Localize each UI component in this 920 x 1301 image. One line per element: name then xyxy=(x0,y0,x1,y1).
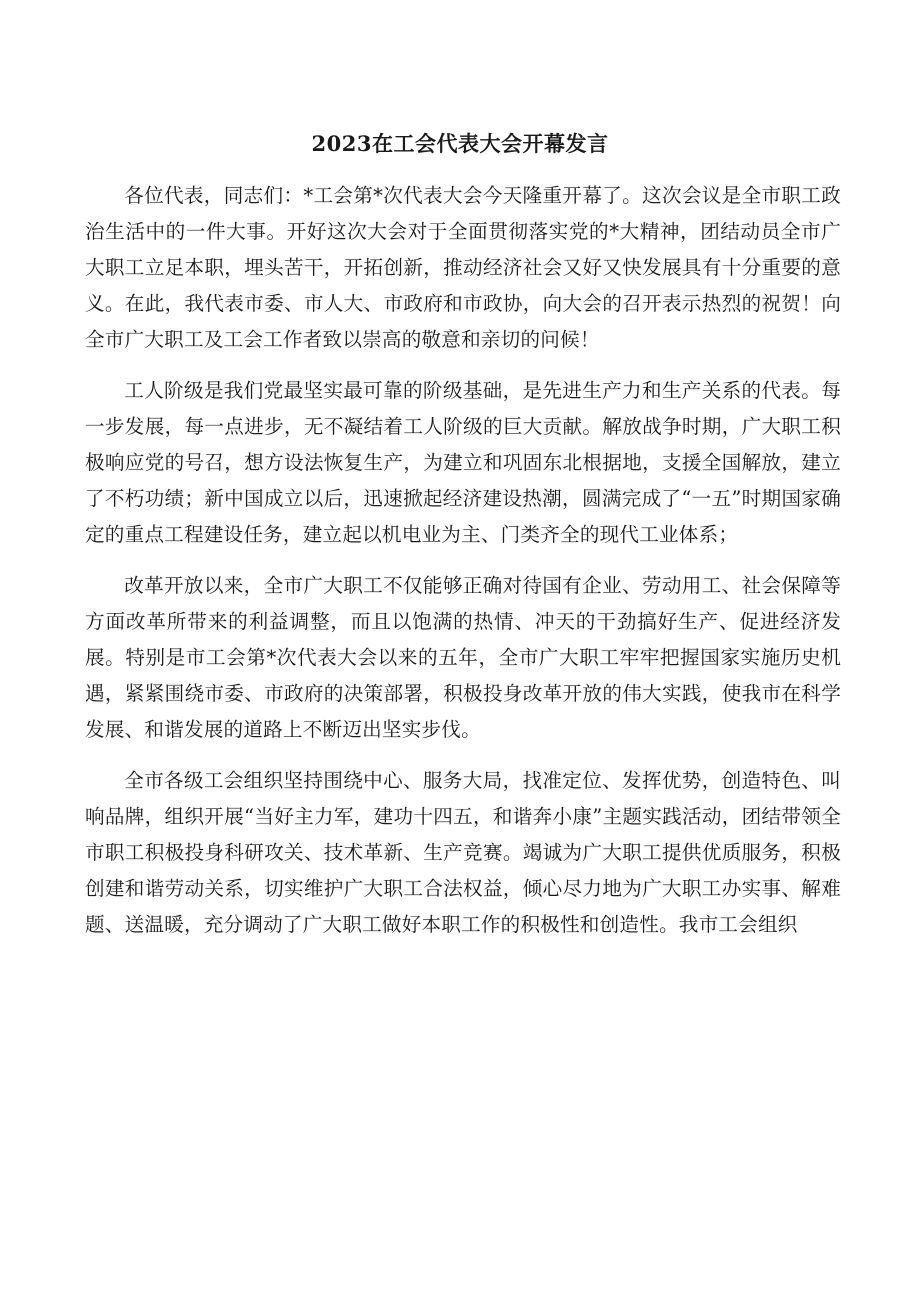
paragraph-3: 改革开放以来，全市广大职工不仅能够正确对待国有企业、劳动用工、社会保障等方面改革所带来的利益调整，而且以饱满的热情、冲天的干劲搞好生产、促进经济发展。特别是市工会第*次代表大会以来的五年，全市广大职工牢牢把握国家实施历史机遇，紧紧围绕市委、市政府的决策部署，积极投身改革开放的伟大实践，使我市在科学发展、和谐发展的道路上不断迈出坚实步伐。 xyxy=(85,574,841,741)
document-title: 2023在工会代表大会开幕发言 xyxy=(311,131,609,156)
paragraph-1: 各位代表，同志们：*工会第*次代表大会今天隆重开幕了。这次会议是全市职工政治生活中的一件大事。开好这次大会对于全面贯彻落实党的*大精神，团结动员全市广大职工立足本职，埋头苦干，开拓创新，推动经济社会又好又快发展具有十分重要的意义。在此，我代表市委、市人大、市政府和市政协，向大会的召开表示热烈的祝贺！向全市广大职工及工会工作者致以崇高的敬意和亲切的问候！ xyxy=(85,184,841,351)
paragraph-4: 全市各级工会组织坚持围绕中心、服务大局，找准定位、发挥优势，创造特色、叫响品牌，组织开展“当好主力军，建功十四五，和谐奔小康”主题实践活动，团结带领全市职工积极投身科研攻关、技术革新、生产竞赛。竭诚为广大职工提供优质服务，积极创建和谐劳动关系，切实维护广大职工合法权益，倾心尽力地为广大职工办实事、解难题、送温暖，充分调动了广大职工做好本职工作的积极性和创造性。我市工会组织 xyxy=(85,769,841,936)
paragraph-2: 工人阶级是我们党最坚实最可靠的阶级基础，是先进生产力和生产关系的代表。每一步发展，每一点进步，无不凝结着工人阶级的巨大贡献。解放战争时期，广大职工积极响应党的号召，想方设法恢复生产，为建立和巩固东北根据地，支援全国解放，建立了不朽功绩；新中国成立以后，迅速掀起经济建设热潮，圆满完成了“一五”时期国家确定的重点工程建设任务，建立起以机电业为主、门类齐全的现代工业体系； xyxy=(85,379,841,546)
document-body xyxy=(85,178,841,958)
